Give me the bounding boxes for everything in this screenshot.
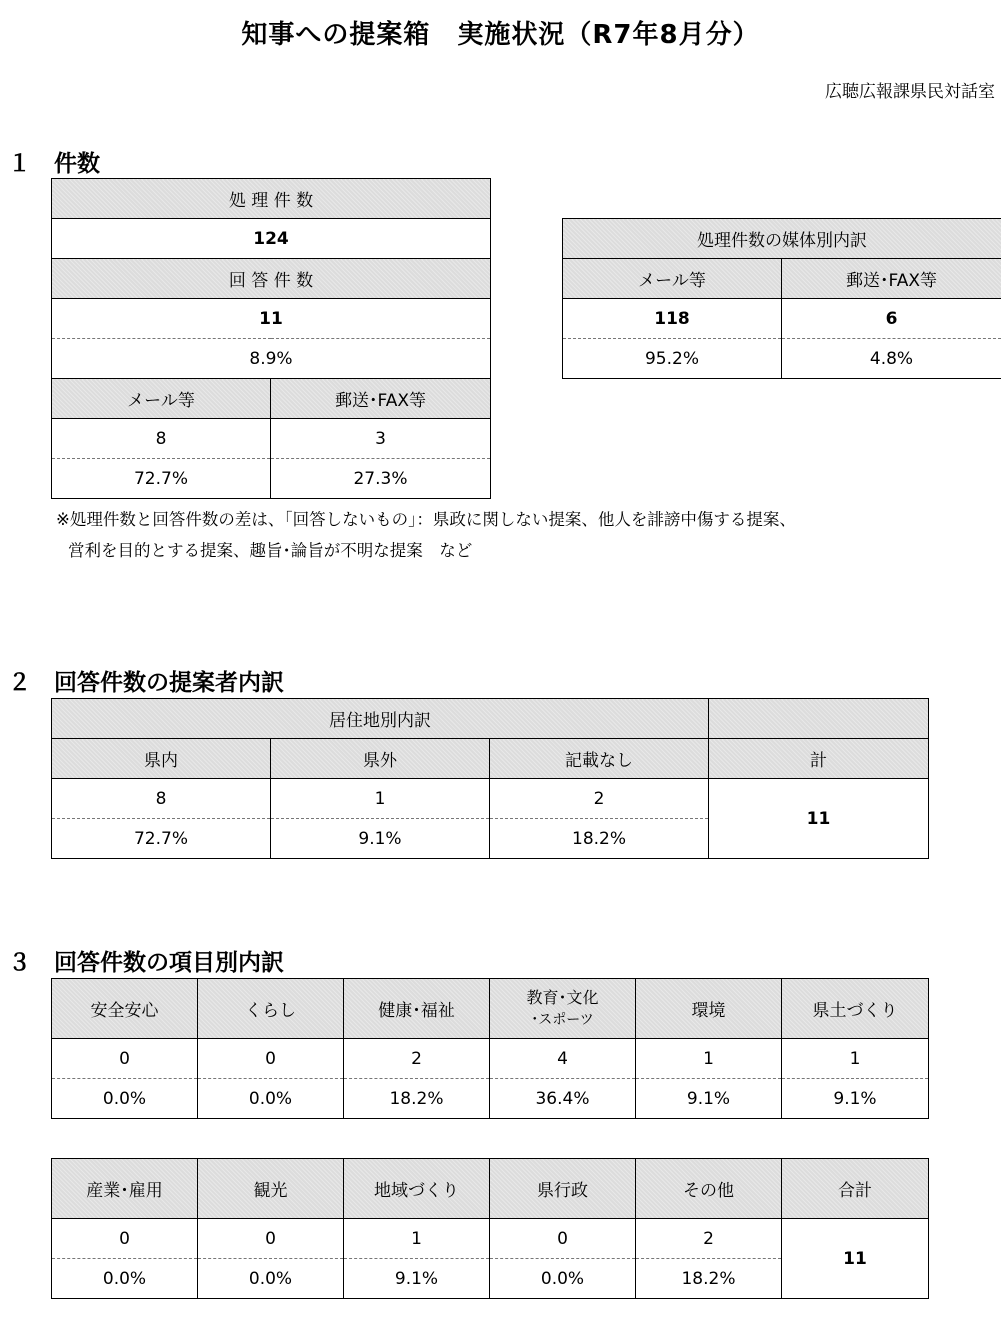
residence-count: 1 xyxy=(271,779,490,819)
residence-count: 2 xyxy=(490,779,709,819)
category-rate: 18.2% xyxy=(344,1079,490,1119)
category-count: 2 xyxy=(636,1219,782,1259)
answered-media-rate: 27.3% xyxy=(271,459,491,499)
residence-count: 8 xyxy=(52,779,271,819)
answered-media-rate: 72.7% xyxy=(52,459,271,499)
category-header: 地域づくり xyxy=(344,1159,490,1219)
answered-label: 回 答 件 数 xyxy=(52,259,491,299)
residence-rate: 72.7% xyxy=(52,819,271,859)
category-table-1 xyxy=(51,978,929,1119)
category-header: くらし xyxy=(198,979,344,1039)
empty-header-cell xyxy=(709,699,929,739)
category-rate: 0.0% xyxy=(198,1079,344,1119)
section1-heading: １ 件数 xyxy=(8,151,100,177)
category-count: 1 xyxy=(782,1039,929,1079)
media-header: 郵送･FAX等 xyxy=(782,259,1001,299)
category-header: 安全安心 xyxy=(52,979,198,1039)
count-table xyxy=(51,178,491,499)
page-title: 知事への提案箱 実施状況（R7年8月分） xyxy=(241,20,760,50)
category-header-education xyxy=(490,979,636,1039)
category-header: 県土づくり xyxy=(782,979,929,1039)
total-header: 計 xyxy=(709,739,929,779)
answered-rate: 8.9% xyxy=(52,339,491,379)
category-header: 産業･雇用 xyxy=(52,1159,198,1219)
media-rate: 4.8% xyxy=(782,339,1001,379)
category-count: 0 xyxy=(52,1039,198,1079)
category-rate: 0.0% xyxy=(52,1079,198,1119)
category-header: 環境 xyxy=(636,979,782,1039)
category-count: 0 xyxy=(490,1219,636,1259)
residence-total: 11 xyxy=(709,779,929,859)
answered-media-header: 郵送･FAX等 xyxy=(271,379,491,419)
residence-rate: 18.2% xyxy=(490,819,709,859)
media-rate: 95.2% xyxy=(563,339,782,379)
category-rate: 18.2% xyxy=(636,1259,782,1299)
residence-header: 県内 xyxy=(52,739,271,779)
category-header: 観光 xyxy=(198,1159,344,1219)
section3-heading: ３ 回答件数の項目別内訳 xyxy=(8,950,284,976)
category-header-education-line2: ･スポーツ xyxy=(531,1011,594,1028)
note-line-1: ※処理件数と回答件数の差は、「回答しないもの」：県政に関しない提案、他人を誹謗中傷する提案、 xyxy=(56,510,796,529)
media-breakdown-title: 処理件数の媒体別内訳 xyxy=(563,219,1001,259)
media-breakdown-table xyxy=(562,218,1001,379)
answered-media-count: 3 xyxy=(271,419,491,459)
grand-total: 11 xyxy=(782,1219,929,1299)
residence-rate: 9.1% xyxy=(271,819,490,859)
category-header: その他 xyxy=(636,1159,782,1219)
category-count: 0 xyxy=(52,1219,198,1259)
answered-media-count: 8 xyxy=(52,419,271,459)
proposer-table xyxy=(51,698,929,859)
category-header: 県行政 xyxy=(490,1159,636,1219)
category-rate: 9.1% xyxy=(782,1079,929,1119)
category-rate: 0.0% xyxy=(198,1259,344,1299)
processed-label: 処 理 件 数 xyxy=(52,179,491,219)
media-count: 118 xyxy=(563,299,782,339)
grand-total-header: 合計 xyxy=(782,1159,929,1219)
category-count: 0 xyxy=(198,1039,344,1079)
category-count: 0 xyxy=(198,1219,344,1259)
residence-header: 県外 xyxy=(271,739,490,779)
category-rate: 9.1% xyxy=(636,1079,782,1119)
category-count: 1 xyxy=(636,1039,782,1079)
category-rate: 9.1% xyxy=(344,1259,490,1299)
category-rate: 0.0% xyxy=(52,1259,198,1299)
department-name: 広聴広報課県民対話室 xyxy=(825,82,995,102)
processed-count: 124 xyxy=(52,219,491,259)
residence-group-label: 居住地別内訳 xyxy=(52,699,709,739)
category-header-education-line1: 教育･文化 xyxy=(526,987,599,1007)
note-line-2: 営利を目的とする提案、趣旨･論旨が不明な提案 など xyxy=(68,541,473,560)
category-table-2 xyxy=(51,1158,929,1299)
residence-header: 記載なし xyxy=(490,739,709,779)
answered-media-header: メール等 xyxy=(52,379,271,419)
category-header: 健康･福祉 xyxy=(344,979,490,1039)
category-rate: 36.4% xyxy=(490,1079,636,1119)
category-rate: 0.0% xyxy=(490,1259,636,1299)
media-count: 6 xyxy=(782,299,1001,339)
media-header: メール等 xyxy=(563,259,782,299)
category-count: 2 xyxy=(344,1039,490,1079)
section2-heading: ２ 回答件数の提案者内訳 xyxy=(8,670,284,696)
answered-count: 11 xyxy=(52,299,491,339)
category-count: 1 xyxy=(344,1219,490,1259)
category-count: 4 xyxy=(490,1039,636,1079)
